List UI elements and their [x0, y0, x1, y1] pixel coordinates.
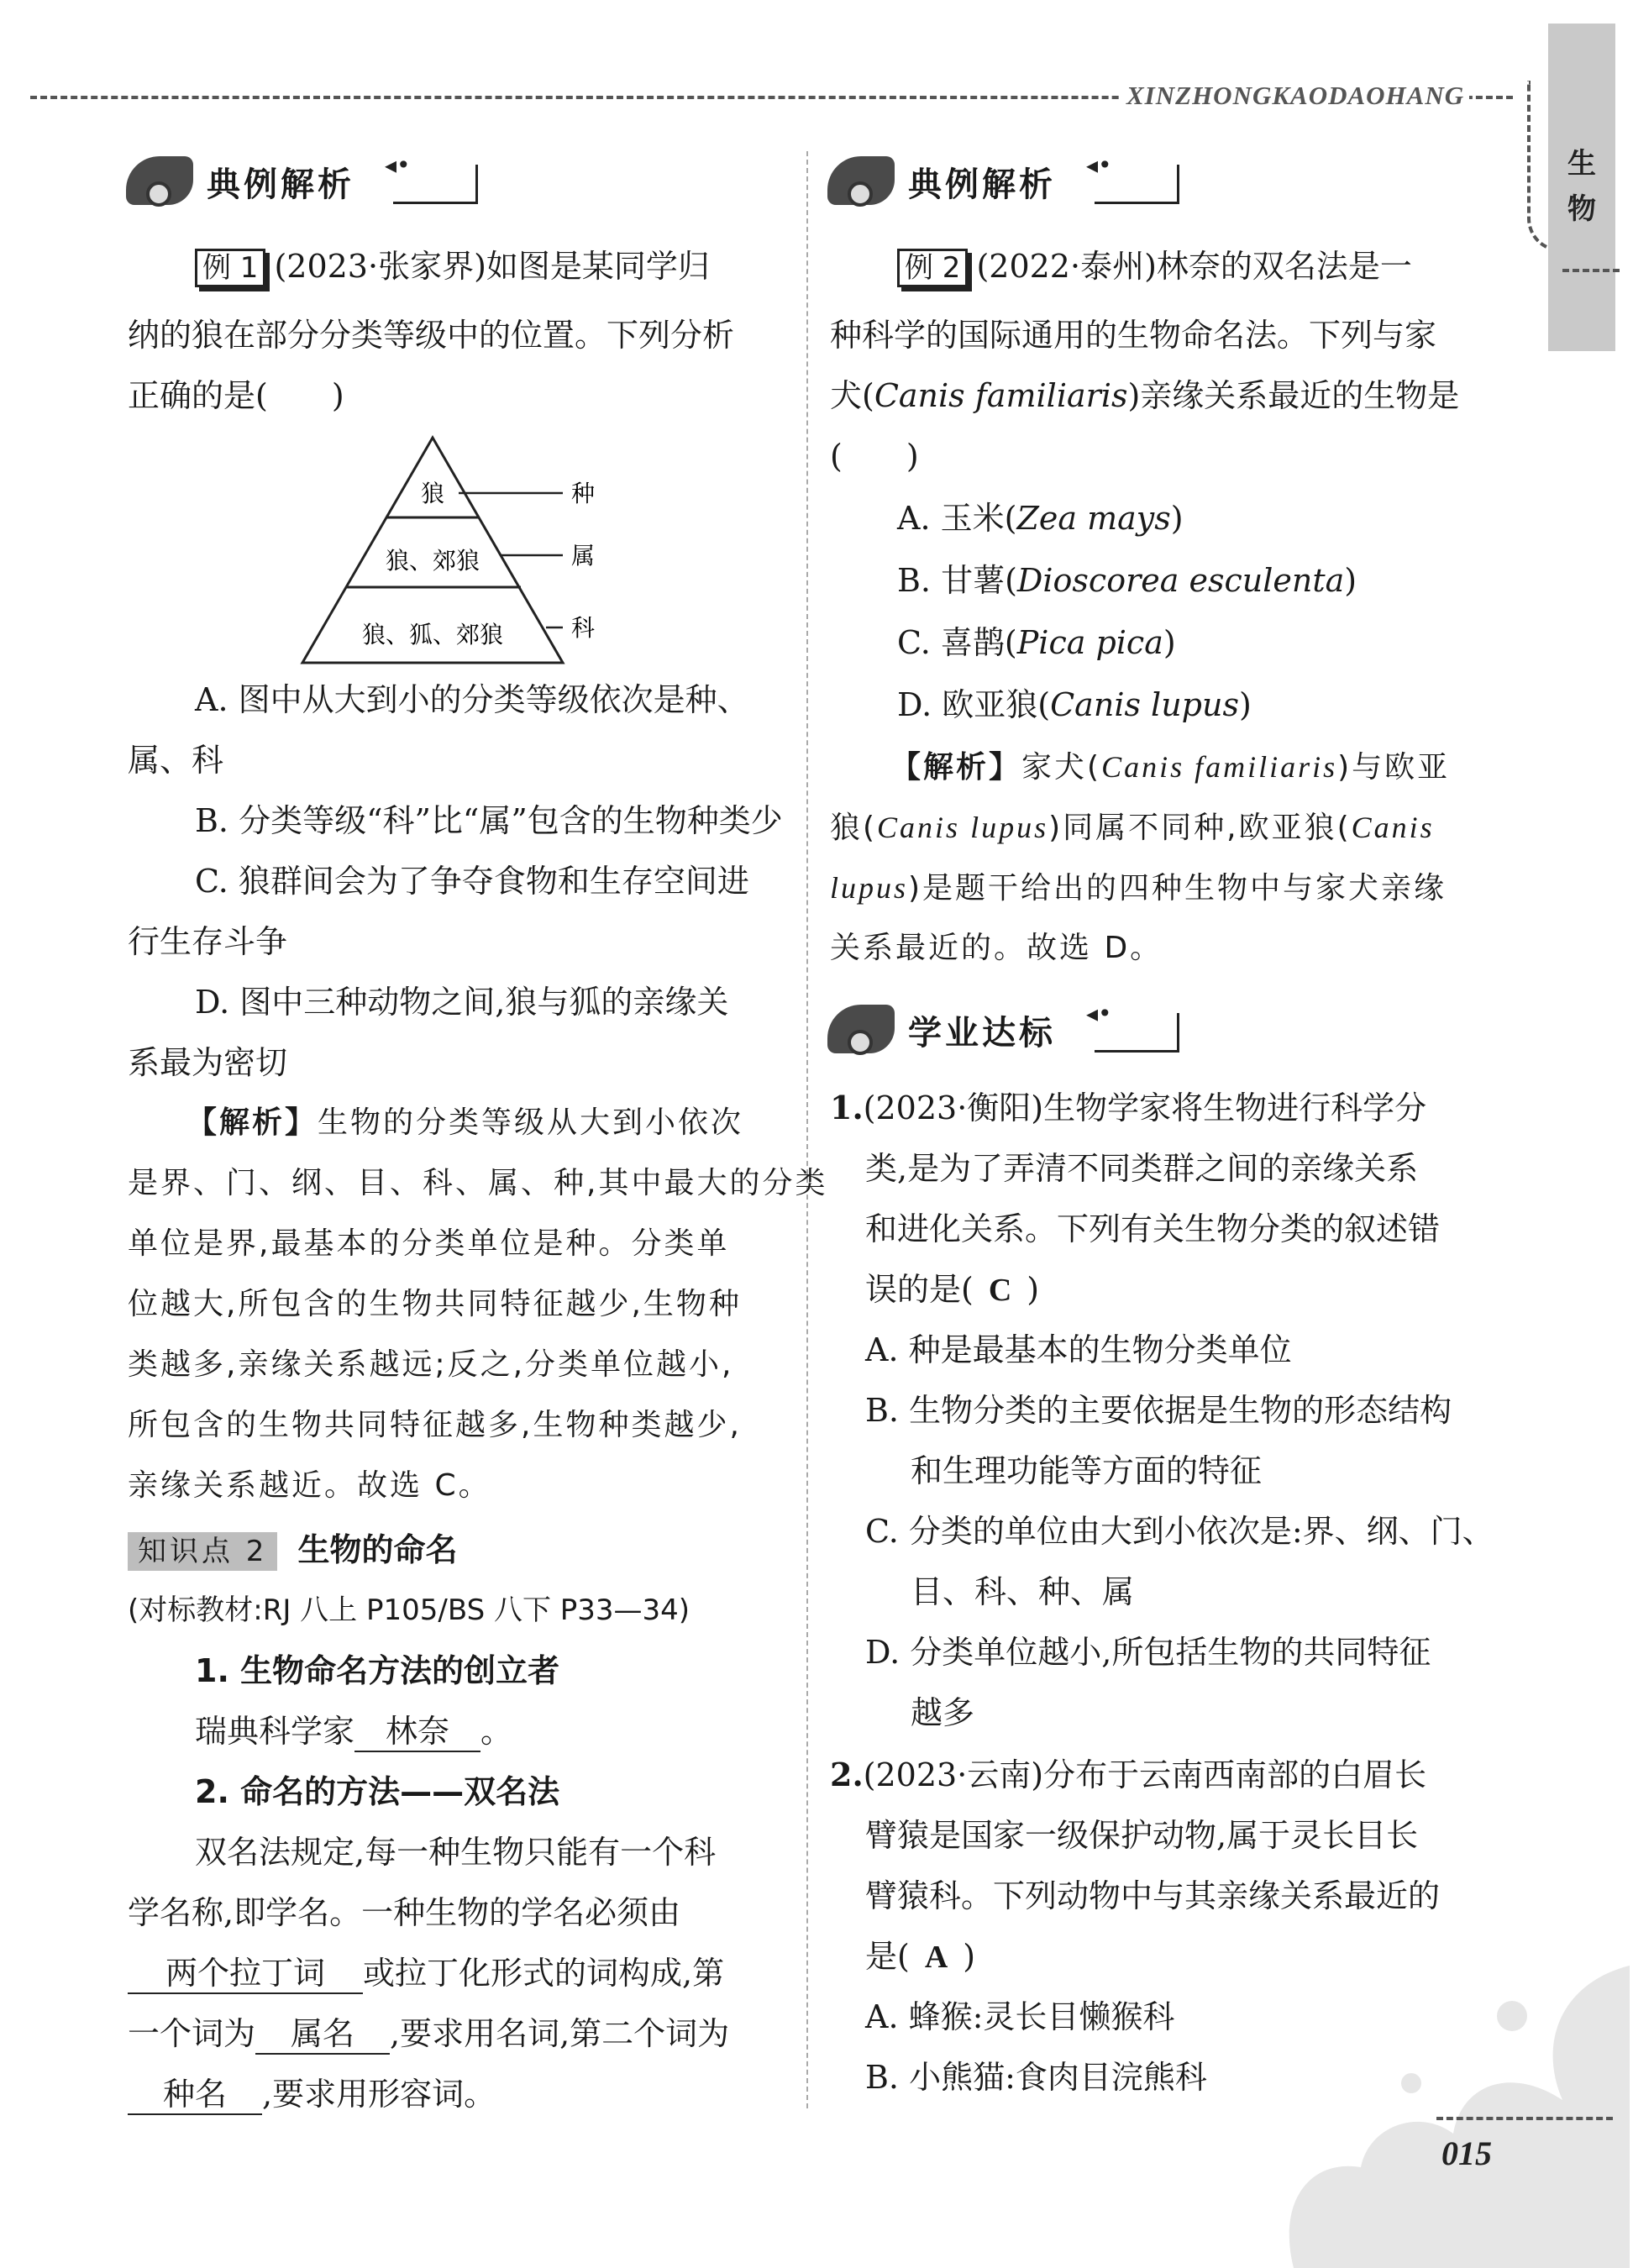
method-line-4-text: ,要求用名词,第二个词为 [390, 2015, 730, 2052]
text-part: ) [1238, 686, 1252, 723]
latin-name: Canis lupus [1050, 686, 1239, 723]
analysis-1-line-3: 单位是界,最基本的分类单位是种。分类单 [128, 1226, 730, 1261]
q1-option-b-line-2: 和生理功能等方面的特征 [911, 1452, 1263, 1489]
label-genus: 属 [571, 542, 596, 570]
splash-dot [1497, 2001, 1527, 2031]
analysis-tag: 【解析】 [890, 750, 1022, 785]
page-number: 015 [1441, 2134, 1492, 2172]
section-heading-practice [827, 1000, 1189, 1058]
founder-end: 。 [480, 1713, 513, 1750]
example-label: 例 1 [195, 249, 265, 287]
classification-pyramid [294, 433, 680, 668]
answer-blank-species: 种名 [128, 2075, 262, 2115]
q1-option-d-line-1: D. 分类单位越小,所包括生物的共同特征 [865, 1634, 1431, 1671]
option-a-line-1: A. 图中从大到小的分类等级依次是种、 [195, 681, 749, 718]
text-part: B. 甘薯( [897, 562, 1017, 599]
method-line-2: 学名称,即学名。一种生物的学名必须由 [128, 1894, 681, 1931]
heading-arrow-icon [393, 165, 478, 204]
option-d-line-1: D. 图中三种动物之间,狼与狐的亲缘关 [195, 984, 729, 1021]
level-mid: 狼、郊狼 [385, 547, 480, 575]
example-2-line-4: ( ) [830, 438, 919, 475]
method-line-3-text: 或拉丁化形式的词构成,第 [363, 1955, 725, 1992]
text-part: 是( [865, 1938, 910, 1975]
camera-icon [126, 156, 193, 205]
analysis-2-line-1 [890, 748, 1450, 787]
example-2-line-1 [897, 247, 1412, 287]
label-species: 种 [571, 480, 596, 507]
latin-name: lupus [830, 871, 909, 905]
knowledge-point-heading [128, 1530, 457, 1571]
question-2-line-4 [865, 1937, 975, 1977]
analysis-tag: 【解析】 [186, 1105, 318, 1140]
text-part: A. 玉米( [897, 500, 1017, 537]
text-part: ) [963, 1938, 976, 1975]
subject-tab [1548, 24, 1615, 351]
example-1-line-1 [195, 247, 710, 287]
knowledge-point-tag: 知识点 2 [128, 1532, 277, 1571]
analysis-1-line-4: 位越大,所包含的生物共同特征越少,生物种 [128, 1287, 742, 1321]
text-part: )是题干给出的四种生物中与家犬亲缘 [908, 871, 1447, 906]
latin-name: Zea mays [1016, 500, 1171, 537]
section-title: 典例解析 [908, 165, 1056, 204]
question-number: 2. [830, 1756, 864, 1793]
section-title: 学业达标 [908, 1014, 1056, 1053]
latin-name: Canis familiaris [1101, 750, 1338, 784]
analysis-1-line-6: 所包含的生物共同特征越多,生物种类越少, [128, 1408, 742, 1442]
example-2-line-2: 种科学的国际通用的生物命名法。下列与家 [830, 317, 1437, 354]
analysis-2-line-2 [830, 808, 1435, 848]
text-part: )亲缘关系最近的生物是 [1127, 377, 1460, 414]
splash-dot [1401, 2073, 1421, 2093]
question-1-line-4 [865, 1270, 1039, 1310]
method-line-5 [128, 2075, 496, 2115]
founder-text: 瑞典科学家 [195, 1713, 355, 1750]
answer-blank-genus: 属名 [255, 2014, 390, 2055]
method-line-3 [128, 1954, 724, 1994]
q2-option-b: B. 小熊猫:食肉目浣熊科 [865, 2059, 1207, 2096]
level-bottom: 狼、狐、郊狼 [361, 621, 504, 648]
example-text: (2022·泰州)林奈的双名法是一 [976, 248, 1412, 285]
section-heading-example [126, 151, 487, 210]
text-part: )与欧亚 [1337, 750, 1451, 785]
option-c-line-2: 行生存斗争 [128, 923, 288, 960]
ex2-option-b [897, 561, 1357, 600]
method-line-4-prefix: 一个词为 [128, 2015, 256, 2052]
section-title: 典例解析 [207, 165, 354, 204]
q1-option-c-line-1: C. 分类的单位由大到小依次是:界、纲、门、 [865, 1513, 1494, 1550]
footer-rule [1436, 2117, 1613, 2120]
question-2-line-3: 臂猿科。下列动物中与其亲缘关系最近的 [865, 1877, 1441, 1914]
heading-arrow-icon [1095, 1013, 1179, 1053]
question-1-line-3: 和进化关系。下列有关生物分类的叙述错 [865, 1210, 1441, 1247]
question-1-line-1 [830, 1089, 1426, 1127]
analysis-2-line-3 [830, 869, 1447, 908]
text-part: 狼( [830, 811, 878, 845]
latin-name: Pica pica [1016, 624, 1163, 661]
analysis-1-line-2: 是界、门、纲、目、科、属、种,其中最大的分类 [128, 1166, 828, 1200]
level-top: 狼 [420, 480, 445, 507]
camera-icon [827, 156, 895, 205]
subheading-method: 2. 命名的方法——双名法 [195, 1773, 560, 1810]
option-d-line-2: 系最为密切 [128, 1044, 288, 1081]
text-part: ) [1170, 500, 1184, 537]
text-part: ) [1027, 1271, 1040, 1308]
latin-name: Dioscorea esculenta [1016, 562, 1345, 599]
text-part: ) [1344, 562, 1357, 599]
camera-icon [827, 1005, 895, 1053]
founder-line [195, 1712, 512, 1752]
q1-option-c-line-2: 目、科、种、属 [911, 1573, 1135, 1610]
option-c-line-1: C. 狼群间会为了争夺食物和生存空间进 [195, 863, 749, 900]
heading-arrow-icon [1095, 165, 1179, 204]
text-part: C. 喜鹊( [897, 624, 1017, 661]
question-2-line-2: 臂猿是国家一级保护动物,属于灵长目长 [865, 1817, 1419, 1854]
tab-rule-2 [1562, 269, 1620, 272]
analysis-1-line-1 [186, 1104, 743, 1142]
label-family: 科 [571, 614, 596, 642]
subject-char-1: 生 [1567, 147, 1596, 181]
latin-name: Canis familiaris [874, 377, 1128, 414]
text-part: 家犬( [1021, 750, 1102, 785]
text-part: D. 欧亚狼( [897, 686, 1051, 723]
text-part: (2023·衡阳)生物学家将生物进行科学分 [863, 1089, 1427, 1126]
text-part: 犬( [830, 377, 874, 414]
latin-name: Canis lupus [877, 811, 1049, 844]
analysis-1-line-5: 类越多,亲缘关系越远;反之,分类单位越小, [128, 1347, 734, 1382]
answer-blank-latin-words: 两个拉丁词 [128, 1954, 363, 1994]
knowledge-point-title: 生物的命名 [297, 1531, 458, 1568]
q1-option-b-line-1: B. 生物分类的主要依据是生物的形态结构 [865, 1392, 1452, 1429]
header-pinyin: XINZHONGKAODAOHANG [1121, 81, 1469, 111]
method-line-1: 双名法规定,每一种生物只能有一个科 [195, 1834, 717, 1871]
analysis-2-line-4: 关系最近的。故选 D。 [830, 931, 1163, 965]
method-line-4 [128, 2014, 729, 2055]
analysis-1-line-7: 亲缘关系越近。故选 C。 [128, 1468, 491, 1503]
column-divider [806, 151, 808, 2108]
analysis-text: 生物的分类等级从大到小依次 [318, 1105, 744, 1140]
answer-q1: C [988, 1273, 1012, 1308]
textbook-reference: (对标教材:RJ 八上 P105/BS 八下 P33—34) [128, 1593, 690, 1627]
example-label: 例 2 [897, 249, 968, 287]
answer-blank-founder: 林奈 [354, 1712, 480, 1752]
ex2-option-c [897, 623, 1176, 662]
answer-q2: A [924, 1940, 948, 1975]
question-number: 1. [830, 1089, 864, 1126]
subject-char-2: 物 [1567, 192, 1596, 226]
q1-option-d-line-2: 越多 [911, 1694, 975, 1731]
text-part: 误的是( [865, 1271, 974, 1308]
example-2-line-3 [830, 376, 1459, 415]
option-a-line-2: 属、科 [128, 742, 224, 779]
section-heading-example-2 [827, 151, 1189, 210]
q1-option-a: A. 种是最基本的生物分类单位 [865, 1331, 1292, 1368]
question-1-line-2: 类,是为了弄清不同类群之间的亲缘关系 [865, 1150, 1419, 1187]
method-line-5-text: ,要求用形容词。 [262, 2076, 496, 2113]
text-part: )同属不同种,欧亚狼( [1048, 811, 1352, 845]
example-1-line-2: 纳的狼在部分分类等级中的位置。下列分析 [128, 317, 735, 354]
text-part: ) [1163, 624, 1176, 661]
example-text: (2023·张家界)如图是某同学归 [274, 248, 710, 285]
latin-name: Canis [1351, 811, 1435, 844]
ex2-option-a [897, 499, 1184, 538]
question-2-line-1 [830, 1756, 1426, 1794]
text-part: (2023·云南)分布于云南西南部的白眉长 [863, 1756, 1427, 1793]
example-1-line-3: 正确的是( ) [128, 377, 344, 414]
option-b: B. 分类等级“科”比“属”包含的生物种类少 [195, 802, 783, 839]
ex2-option-d [897, 685, 1252, 724]
subheading-founder: 1. 生物命名方法的创立者 [195, 1652, 560, 1689]
q2-option-a: A. 蜂猴:灵长目懒猴科 [865, 1998, 1175, 2035]
decorative-splash [1260, 1915, 1630, 2268]
